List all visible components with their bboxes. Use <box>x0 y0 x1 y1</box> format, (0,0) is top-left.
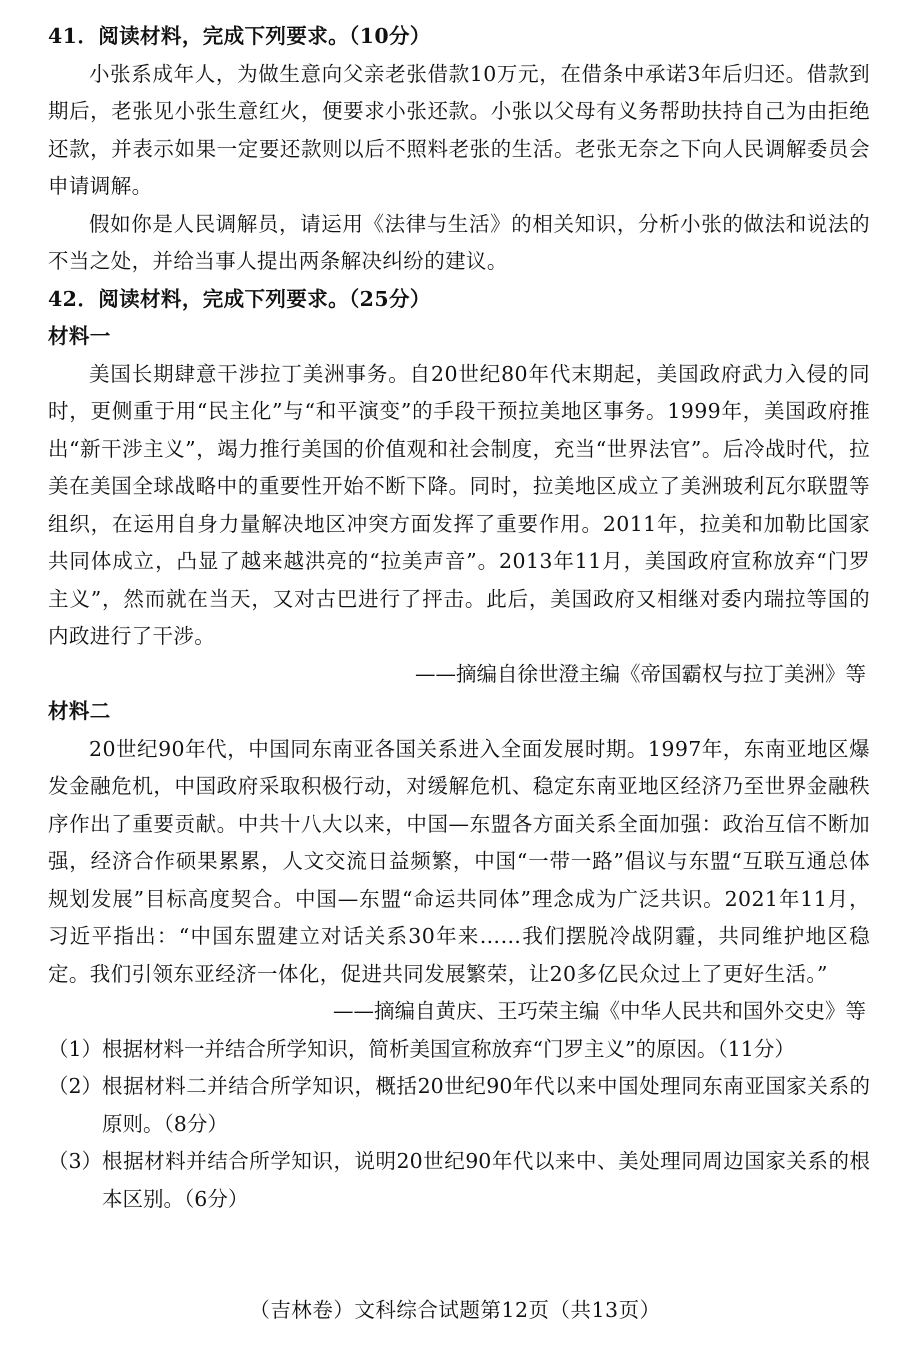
subquestion-text: 根据材料二并结合所学知识，概括20世纪90年代以来中国处理同东南亚国家关系的原则。（8分） <box>102 1074 870 1136</box>
subquestion-1 <box>48 1031 870 1069</box>
material1-label: 材料一 <box>48 324 111 348</box>
page-footer: （吉林卷）文科综合试题第12页（共13页） <box>249 1298 661 1322</box>
q41-material: 小张系成年人，为做生意向父亲老张借款10万元，在借条中承诺3年后归还。借款到期后，老张见小张生意红火，便要求小张还款。小张以父母有义务帮助扶持自己为由拒绝还款，并表示如果一定要还款则以后不照料老张的生活。老张无奈之下向人民调解委员会申请调解。 <box>48 61 870 198</box>
material2-label: 材料二 <box>48 699 111 723</box>
subquestion-text: 根据材料并结合所学知识，说明20世纪90年代以来中、美处理同周边国家关系的根本区别。（6分） <box>102 1149 870 1211</box>
subquestion-number: （1） <box>48 1036 103 1061</box>
subquestion-2 <box>48 1068 870 1143</box>
subquestion-3 <box>48 1143 870 1218</box>
material2-text: 20世纪90年代，中国同东南亚各国关系进入全面发展时期。1997年，东南亚地区爆发金融危机，中国政府采取积极行动，对缓解危机、稳定东南亚地区经济乃至世界金融秩序作出了重要贡献。中共十八大以来，中国—东盟各方面关系全面加强：政治互信不断加强，经济合作硕果累累，人文交流日益频繁，中国“一带一路”倡议与东盟“互联互通总体规划发展”目标高度契合。中国—东盟“命运共同体”理念成为广泛共识。2021年11月，习近平指出：“中国东盟建立对话关系30年来……我们摆脱冷战阴霾，共同维护地区稳定。我们引领东亚经济一体化，促进共同发展繁荣，让20多亿民众过上了更好生活。” <box>48 736 870 986</box>
material2-source: ——摘编自黄庆、王巧荣主编《中华人民共和国外交史》等 <box>333 999 866 1023</box>
material1-text: 美国长期肆意干涉拉丁美洲事务。自20世纪80年代末期起，美国政府武力入侵的同时，更侧重于用“民主化”与“和平演变”的手段干预拉美地区事务。1999年，美国政府推出“新干涉主义”，竭力推行美国的价值观和社会制度，充当“世界法官”。后冷战时代，拉美在美国全球战略中的重要性开始不断下降。同时，拉美地区成立了美洲玻利瓦尔联盟等组织，在运用自身力量解决地区冲突方面发挥了重要作用。2011年，拉美和加勒比国家共同体成立，凸显了越来越洪亮的“拉美声音”。2013年11月，美国政府宣称放弃“门罗主义”，然而就在当天，又对古巴进行了抨击。此后，美国政府又相继对委内瑞拉等国的内政进行了干涉。 <box>48 361 870 648</box>
q41-prompt: 假如你是人民调解员，请运用《法律与生活》的相关知识，分析小张的做法和说法的不当之处，并给当事人提出两条解决纠纷的建议。 <box>48 211 870 273</box>
subquestion-text: 根据材料一并结合所学知识，简析美国宣称放弃“门罗主义”的原因。（11分） <box>102 1036 795 1061</box>
q41-heading: 41．阅读材料，完成下列要求。（10分） <box>48 24 431 48</box>
subquestion-number: （2） <box>48 1074 103 1098</box>
material1-source: ——摘编自徐世澄主编《帝国霸权与拉丁美洲》等 <box>415 661 866 686</box>
subquestion-number: （3） <box>48 1149 103 1173</box>
q42-heading: 42．阅读材料，完成下列要求。（25分） <box>48 286 431 311</box>
